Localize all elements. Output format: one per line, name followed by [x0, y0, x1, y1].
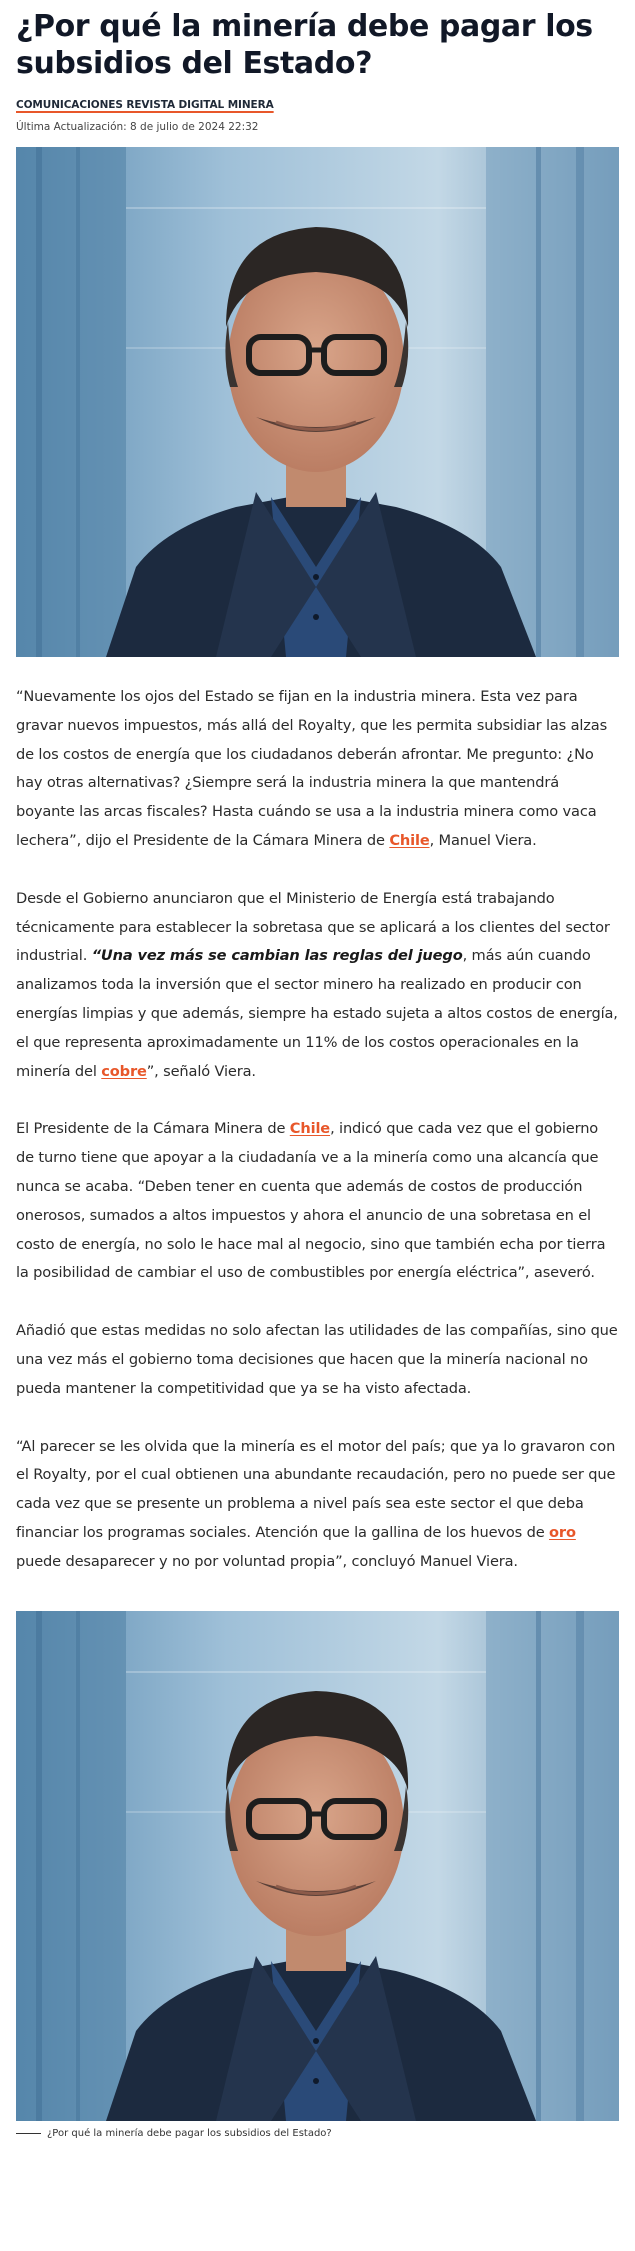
- paragraph-1: [16, 683, 619, 856]
- paragraph-2-emphasis: “Una vez más se cambian las reglas del juego: [91, 947, 463, 965]
- paragraph-5-text-a: “Al parecer se les olvida que la minería es el motor del país; que ya lo gravaron con el Royalty, por el cual obtienen una abundante recaudación, pero no puede ser que cada vez que se presente un problema a nivel país sea este sector el que deba financiar los programas sociales. Atención que la gallina de los huevos de: [16, 1437, 616, 1541]
- author-link[interactable]: COMUNICACIONES REVISTA DIGITAL MINERA: [16, 99, 274, 111]
- paragraph-2: [16, 885, 619, 1087]
- article-body: [16, 683, 619, 1577]
- paragraph-4-text: Añadió que estas medidas no solo afectan las utilidades de las compañías, sino que una vez más el gobierno toma decisiones que hacen que la minería nacional no pueda mantener la competitividad que ya se ha visto afectada.: [16, 1322, 618, 1397]
- paragraph-1-text-a: “Nuevamente los ojos del Estado se fijan en la industria minera. Esta vez para gravar nuevos impuestos, más allá del Royalty, que les permita subsidiar las alzas de los costos de energía que los ciudadanos deberán afrontar. Me pregunto: ¿No hay otras alternativas? ¿Siempre será la industria minera la que mantendrá boyante las arcas fiscales? Hasta cuándo se usa a la industria minera como vaca lechera”, dijo el Presidente de la Cámara Minera de: [16, 688, 608, 849]
- article-photo-2: [16, 1611, 619, 2121]
- figure-caption-text: ¿Por qué la minería debe pagar los subsidios del Estado?: [47, 2127, 332, 2139]
- paragraph-3-text-b: , indicó que cada vez que el gobierno de turno tiene que apoyar a la ciudadanía ve a la minería como una alcancía que nunca se acaba. “Deben tener en cuenta que además de costos de producción onerosos, sumados a altos impuestos y ahora el anuncio de una sobretasa en el costo de energía, no solo le hace mal al negocio, sino que también echa por tierra la posibilidad de cambiar el uso de combustibles por energía eléctrica”, aseveró.: [16, 1120, 606, 1282]
- paragraph-1-text-b: , Manuel Viera.: [429, 831, 537, 849]
- paragraph-5-text-b: puede desaparecer y no por voluntad propia”, concluyó Manuel Viera.: [16, 1552, 518, 1570]
- caption-rule: [16, 2133, 41, 2134]
- paragraph-2-text-b: , más aún cuando analizamos toda la inversión que el sector minero ha realizado en producir con energías limpias y que además, siempre ha estado sujeta a altos costos de energía, el que representa aproximadamente un 11% de los costos operacionales en la minería del: [16, 947, 618, 1080]
- paragraph-5: [16, 1433, 619, 1577]
- figure-caption: [16, 2127, 619, 2141]
- portrait-illustration: [16, 147, 619, 657]
- paragraph-4: [16, 1317, 619, 1403]
- keyword-link-oro[interactable]: oro: [549, 1523, 576, 1541]
- paragraph-2-text-a: Desde el Gobierno anunciaron que el Ministerio de Energía está trabajando técnicamente para establecer la sobretasa que se aplicará a los clientes del sector industrial.: [16, 889, 610, 965]
- last-updated: Última Actualización: 8 de julio de 2024 22:32: [16, 121, 259, 133]
- keyword-link-chile[interactable]: Chile: [389, 831, 430, 849]
- article-title: ¿Por qué la minería debe pagar los subsidios del Estado?: [16, 9, 593, 81]
- keyword-link-chile-2[interactable]: Chile: [289, 1120, 331, 1138]
- paragraph-3-text-a: El Presidente de la Cámara Minera de: [16, 1120, 290, 1138]
- paragraph-2-text-c: ”, señaló Viera.: [146, 1062, 256, 1080]
- article-photo: [16, 147, 619, 657]
- portrait-illustration-2: [16, 1611, 619, 2121]
- keyword-link-cobre[interactable]: cobre: [101, 1062, 147, 1080]
- paragraph-3: [16, 1115, 619, 1288]
